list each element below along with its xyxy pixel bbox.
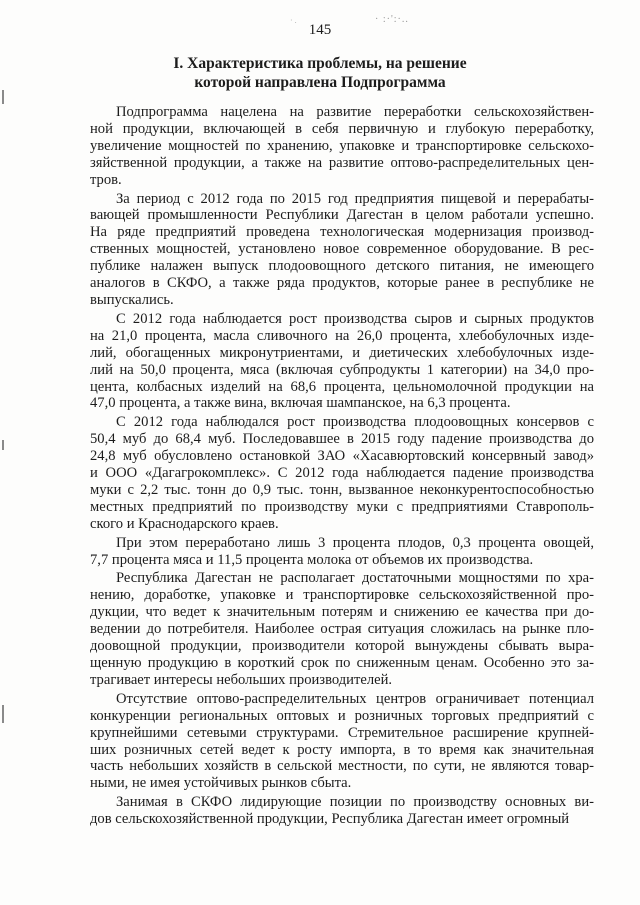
text-line: Подпрограмма нацелена на развитие переработки сельскохозяйствен- (116, 104, 594, 120)
text-line: аналогов в СКФО, а также ряда продуктов, которые ранее в республике не (90, 275, 594, 292)
text-line: С 2012 года наблюдается рост производства сыров и сырных продуктов (116, 310, 594, 327)
text-line: и ООО «Дагагрокомплекс». С 2012 года наблюдается падение производства (90, 465, 594, 482)
scan-artifact: · . (290, 16, 297, 25)
text-line: нению, доработке, упаковке и транспортировке сельскохозяйственной про- (90, 587, 594, 604)
text-line: С 2012 года наблюдался рост производства плодоовощных консервов с (116, 414, 594, 431)
text-line: 47,0 процента, а также вина, включая шампанское, на 6,3 процента. (90, 395, 511, 412)
document-body (90, 104, 594, 830)
text-line: трагивает интересы небольших производителей. (90, 671, 393, 688)
scan-edge-mark (2, 705, 4, 723)
text-line: зяйственной продукции, а также на развитие оптово-распределительных цен- (90, 154, 594, 171)
text-line: дукции, что ведет к значительным потерям и снижению ее качества при до- (90, 604, 594, 621)
paragraph (90, 794, 594, 828)
text-line: лий, обогащенных микронутриентами, и диетических хлебобулочных изде- (90, 344, 594, 361)
text-line: При этом переработано лишь 3 процента плодов, 0,3 процента овощей, (116, 534, 594, 551)
heading-line: которой направлена Подпрограмма (194, 74, 446, 91)
paragraph (90, 104, 594, 189)
paragraph (90, 414, 594, 532)
text-line: цента, колбасных изделий на 68,6 процента, цельномолочной продукции на (90, 378, 594, 395)
text-line: увеличение мощностей по хранению, упаковке и транспортировке сельскохо- (90, 137, 594, 154)
paragraph (90, 310, 594, 412)
text-line: ственных мощностей, установлено новое современное оборудование. В рес- (90, 241, 594, 258)
text-line: выпускались. (90, 291, 174, 308)
text-line: Республика Дагестан не располагает достаточными мощностями по хра- (116, 570, 594, 587)
text-line: 24,8 муб обусловлено остановкой ЗАО «Хасавюртовский консервный завод» (90, 448, 594, 465)
text-line: вающей промышленности Республики Дагестан в целом работали успешно. (90, 207, 594, 224)
text-line: доовощной продукции, производители которой вынуждены сбывать выра- (90, 638, 594, 655)
text-line: часть небольших хозяйств в сельской местности, по сути, не являются товар- (90, 758, 594, 775)
text-line: конкуренции региональных оптовых и розничных торговых предприятий с (90, 707, 594, 724)
text-line: тров. (90, 171, 122, 188)
section-heading (40, 54, 600, 92)
text-line: муки с 2,2 тыс. тонн до 0,9 тыс. тонн, вызванное неконкурентоспособностью (90, 481, 594, 498)
text-line: 7,7 процента мяса и 11,5 процента молока от объемов их производства. (90, 551, 534, 568)
page-number: 145 (308, 22, 332, 38)
text-line: За период с 2012 года по 2015 год предприятия пищевой и перерабаты- (116, 190, 594, 207)
heading-line: I. Характеристика проблемы, на решение (173, 55, 467, 72)
scan-artifact: · :·':·.. (375, 14, 409, 25)
text-line: на 21,0 процента, масла сливочного на 26,0 процента, хлебобулочных изде- (90, 327, 594, 344)
paragraph (90, 690, 594, 792)
text-line: лий на 50,0 процента, мяса (включая субпродукты 1 категории) на 34,0 про- (90, 361, 594, 378)
scan-edge-mark (2, 90, 4, 104)
text-line: ших розничных сетей ведет к росту импорта, в то время как значительная (90, 741, 594, 758)
text-line: дов сельскохозяйственной продукции, Республика Дагестан имеет огромный (90, 811, 570, 828)
text-line: На ряде предприятий проведена технологическая модернизация производ- (90, 224, 594, 241)
paragraph (90, 190, 594, 309)
text-line: Отсутствие оптово-распределительных центров ограничивает потенциал (116, 690, 594, 707)
paragraph (90, 534, 594, 569)
text-line: ведении до потребителя. Наиболее острая ситуация сложилась на рынке пло- (90, 621, 594, 638)
text-line: публике налажен выпуск плодоовощного детского питания, не имеющего (90, 258, 594, 275)
text-line: ского и Краснодарского краев. (90, 515, 279, 532)
text-line: ной продукции, включающей в себя первичную и глубокую переработку, (90, 120, 594, 137)
text-line: местных предприятий по производству муки с предприятиями Ставрополь- (90, 498, 594, 515)
text-line: 50,4 муб до 68,4 муб. Последовавшее в 2015 году падение производства до (90, 431, 594, 448)
text-line: крупнейшими сетевыми структурами. Стремительное расширение крупней- (90, 724, 594, 741)
text-line: Занимая в СКФО лидирующие позиции по производству основных ви- (116, 794, 594, 811)
scan-edge-mark (2, 440, 4, 450)
text-line: ными, не имея устойчивых рынков сбыта. (90, 775, 352, 792)
paragraph (90, 570, 594, 688)
text-line: щенную продукцию в короткий срок по сниженным ценам. Особенно это за- (90, 655, 594, 671)
